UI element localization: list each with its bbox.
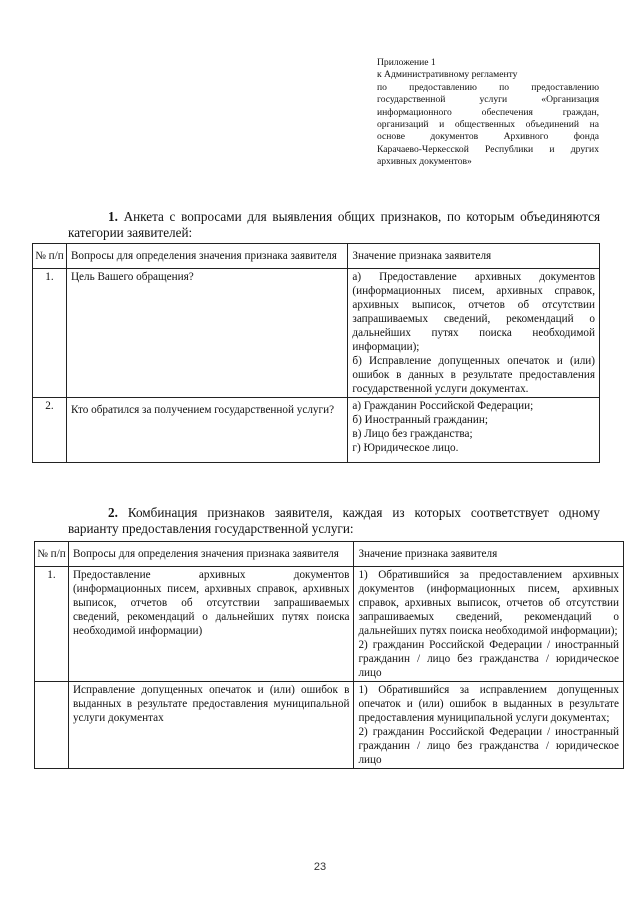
answer-item: б) Исправление допущенных опечаток и (или) ошибок в данных в результате предоставления государственной услуги документах. bbox=[352, 355, 595, 395]
section1-table bbox=[32, 243, 600, 463]
table-row bbox=[33, 398, 600, 463]
appendix-line: архивных документов» bbox=[377, 156, 472, 168]
row-num bbox=[35, 682, 69, 769]
row-answers bbox=[354, 682, 624, 769]
appendix-line: к Административному регламенту bbox=[377, 69, 518, 81]
answer-item: г) Юридическое лицо. bbox=[352, 442, 459, 454]
answer-item: а) Гражданин Российской Федерации; bbox=[352, 400, 534, 412]
section1-heading bbox=[68, 209, 600, 241]
header-value: Значение признака заявителя bbox=[354, 542, 624, 567]
spacer bbox=[352, 455, 595, 461]
answer-item: 2) гражданин Российской Федерации / иностранный гражданин / лицо без гражданства / юридическое лицо bbox=[358, 726, 619, 766]
appendix-line: Карачаево-Черкесской Республики и других bbox=[377, 143, 599, 155]
row-answers bbox=[348, 398, 600, 463]
appendix-note bbox=[377, 57, 599, 169]
section1-title: Анкета с вопросами для выявления общих признаков, по которым объединяются категории заявителей: bbox=[68, 209, 601, 240]
table-header-row bbox=[35, 542, 624, 567]
header-num: № п/п bbox=[35, 542, 69, 567]
answer-item: 1) Обратившийся за предоставлением архивных документов (информационных писем, архивных справок, архивных выписок, отчетов об отсутствии запрашиваемых сведений, рекомендаций о дальнейших путях поиска необходимой информации); bbox=[358, 569, 619, 637]
row-num: 1. bbox=[33, 269, 67, 398]
header-value: Значение признака заявителя bbox=[348, 244, 600, 269]
answer-item: б) Иностранный гражданин; bbox=[352, 414, 488, 426]
appendix-line: организаций и общественных объединений на bbox=[377, 119, 599, 131]
row-question: Предоставление архивных документов (информационных писем, архивных справок, архивных выписок, отчетов об отсутствии запрашиваемых сведений, рекомендаций о дальнейших путях поиска необходимой информации) bbox=[68, 567, 354, 682]
header-question: Вопросы для определения значения признака заявителя bbox=[68, 542, 354, 567]
table-row bbox=[35, 682, 624, 769]
appendix-line: Приложение 1 bbox=[377, 57, 436, 68]
appendix-line: по предоставлению по предоставлению bbox=[377, 81, 599, 93]
row-question: Исправление допущенных опечаток и (или) ошибок в выданных в результате предоставления муниципальной услуги документах bbox=[68, 682, 354, 769]
header-question: Вопросы для определения значения признака заявителя bbox=[66, 244, 347, 269]
row-num: 2. bbox=[33, 398, 67, 463]
appendix-line: государственной услуги «Организация bbox=[377, 94, 599, 106]
section1-number: 1. bbox=[108, 209, 118, 224]
answer-item: 1) Обратившийся за исправлением допущенных опечаток и (или) ошибок в выданных в результате предоставления муниципальной услуги документах; bbox=[358, 684, 619, 724]
page-number: 23 bbox=[313, 861, 327, 873]
table-row bbox=[35, 567, 624, 682]
row-num: 1. bbox=[35, 567, 69, 682]
answer-item: 2) гражданин Российской Федерации / иностранный гражданин / лицо без гражданства / юридическое лицо bbox=[358, 639, 619, 679]
row-question: Цель Вашего обращения? bbox=[66, 269, 347, 398]
appendix-line: основе документов Архивного фонда bbox=[377, 131, 599, 143]
row-question: Кто обратился за получением государственной услуги? bbox=[66, 398, 347, 463]
section2-heading bbox=[68, 505, 600, 537]
section2-title: Комбинация признаков заявителя, каждая из которых соответствует одному варианту предоставления государственной услуги: bbox=[68, 505, 600, 536]
section2-table bbox=[34, 541, 624, 769]
answer-item: в) Лицо без гражданства; bbox=[352, 428, 473, 440]
section2-number: 2. bbox=[108, 505, 118, 520]
appendix-line: информационного обеспечения граждан, bbox=[377, 106, 599, 118]
table-row bbox=[33, 269, 600, 398]
row-answers bbox=[348, 269, 600, 398]
table-header-row bbox=[33, 244, 600, 269]
header-num: № п/п bbox=[33, 244, 67, 269]
row-answers bbox=[354, 567, 624, 682]
answer-item: а) Предоставление архивных документов (информационных писем, архивных справок, архивных выписок, отчетов об отсутствии запрашиваемых сведений, рекомендаций о дальнейших путях поиска необходимой информации); bbox=[352, 271, 595, 353]
